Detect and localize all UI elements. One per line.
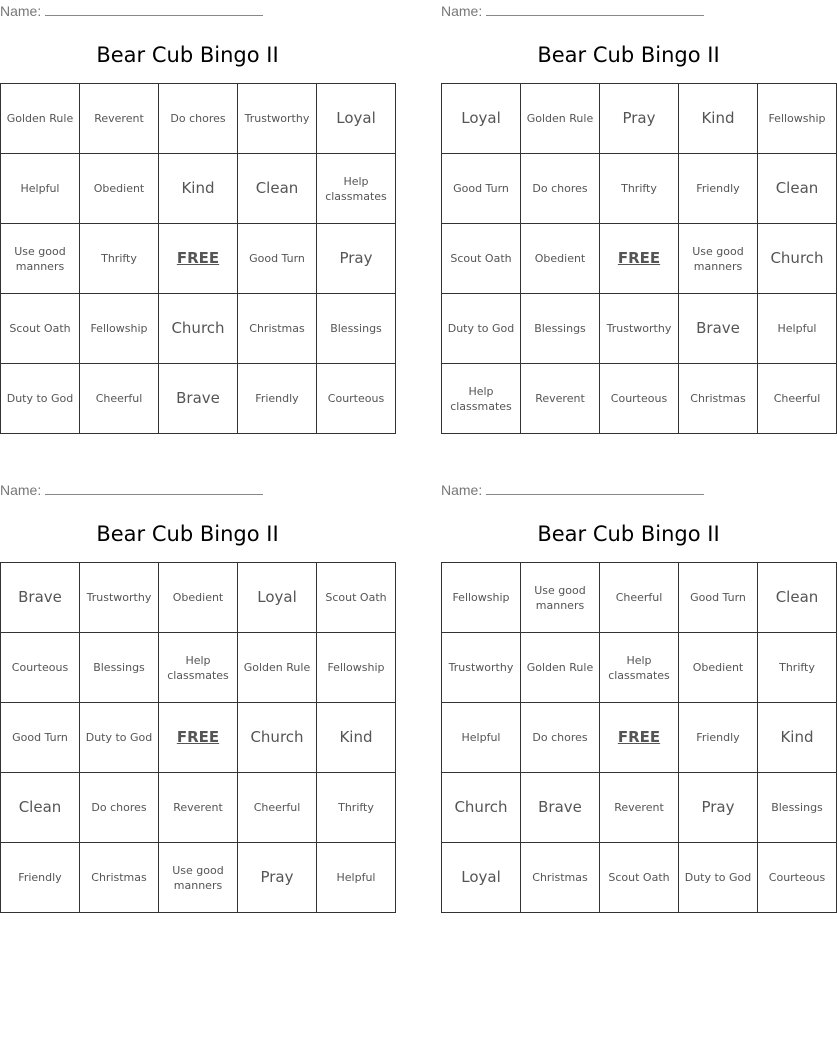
bingo-cell: Help classmates bbox=[600, 633, 679, 703]
bingo-cell: Blessings bbox=[80, 633, 159, 703]
bingo-cell: Use good manners bbox=[679, 224, 758, 294]
bingo-cell: Fellowship bbox=[442, 563, 521, 633]
bingo-row bbox=[442, 364, 837, 434]
bingo-cell: Golden Rule bbox=[521, 633, 600, 703]
bingo-cell: Clean bbox=[1, 773, 80, 843]
bingo-row bbox=[1, 84, 396, 154]
bingo-cell: Pray bbox=[600, 84, 679, 154]
bingo-cell: Christmas bbox=[679, 364, 758, 434]
bingo-cell: Obedient bbox=[679, 633, 758, 703]
bingo-cell: Good Turn bbox=[238, 224, 317, 294]
bingo-cell: Brave bbox=[1, 563, 80, 633]
card-title: Bear Cub Bingo II bbox=[96, 43, 279, 67]
bingo-cell: Help classmates bbox=[317, 154, 396, 224]
bingo-row bbox=[442, 563, 837, 633]
bingo-cell: Duty to God bbox=[80, 703, 159, 773]
bingo-cell: Golden Rule bbox=[1, 84, 80, 154]
bingo-cell: Scout Oath bbox=[442, 224, 521, 294]
bingo-cell: Reverent bbox=[521, 364, 600, 434]
bingo-row bbox=[442, 633, 837, 703]
bingo-cell: Trustworthy bbox=[238, 84, 317, 154]
bingo-cell: Obedient bbox=[159, 563, 238, 633]
bingo-cell: Thrifty bbox=[80, 224, 159, 294]
bingo-cell: Thrifty bbox=[317, 773, 396, 843]
bingo-cell: Golden Rule bbox=[521, 84, 600, 154]
bingo-cell: Obedient bbox=[80, 154, 159, 224]
bingo-cell: Help classmates bbox=[159, 633, 238, 703]
bingo-row bbox=[442, 703, 837, 773]
bingo-row bbox=[1, 633, 396, 703]
bingo-cell: Cheerful bbox=[600, 563, 679, 633]
bingo-cell: Thrifty bbox=[758, 633, 837, 703]
bingo-cell: Courteous bbox=[758, 843, 837, 913]
bingo-row bbox=[442, 84, 837, 154]
bingo-row bbox=[1, 773, 396, 843]
name-label: Name: bbox=[0, 3, 42, 19]
bingo-cell: Loyal bbox=[238, 563, 317, 633]
bingo-cell: Church bbox=[159, 294, 238, 364]
bingo-cell: Thrifty bbox=[600, 154, 679, 224]
bingo-cell: Trustworthy bbox=[600, 294, 679, 364]
bingo-cell: Do chores bbox=[521, 154, 600, 224]
bingo-cell: Courteous bbox=[600, 364, 679, 434]
bingo-cell: Blessings bbox=[758, 773, 837, 843]
name-line bbox=[486, 3, 704, 16]
bingo-cell: Cheerful bbox=[238, 773, 317, 843]
bingo-cell: Clean bbox=[238, 154, 317, 224]
bingo-row bbox=[1, 364, 396, 434]
bingo-cell: Church bbox=[442, 773, 521, 843]
bingo-cell: Clean bbox=[758, 563, 837, 633]
bingo-cell: Friendly bbox=[1, 843, 80, 913]
bingo-row bbox=[442, 843, 837, 913]
bingo-cell: Pray bbox=[238, 843, 317, 913]
card-title: Bear Cub Bingo II bbox=[537, 522, 720, 546]
bingo-row bbox=[1, 224, 396, 294]
bingo-cell: Kind bbox=[317, 703, 396, 773]
bingo-cell: Helpful bbox=[758, 294, 837, 364]
bingo-cell: Helpful bbox=[442, 703, 521, 773]
bingo-row bbox=[442, 154, 837, 224]
name-label: Name: bbox=[0, 482, 42, 498]
bingo-cell: Reverent bbox=[159, 773, 238, 843]
bingo-cell: Church bbox=[238, 703, 317, 773]
bingo-cell: Scout Oath bbox=[600, 843, 679, 913]
bingo-cell: Good Turn bbox=[679, 563, 758, 633]
bingo-cell: Pray bbox=[679, 773, 758, 843]
bingo-cell: Cheerful bbox=[758, 364, 837, 434]
free-space: FREE bbox=[159, 703, 238, 773]
bingo-cell: Golden Rule bbox=[238, 633, 317, 703]
bingo-row bbox=[1, 154, 396, 224]
bingo-cell: Scout Oath bbox=[317, 563, 396, 633]
bingo-cell: Do chores bbox=[159, 84, 238, 154]
name-field bbox=[441, 482, 704, 498]
bingo-cell: Fellowship bbox=[758, 84, 837, 154]
bingo-cell: Reverent bbox=[80, 84, 159, 154]
bingo-cell: Help classmates bbox=[442, 364, 521, 434]
bingo-cell: Kind bbox=[159, 154, 238, 224]
bingo-cell: Church bbox=[758, 224, 837, 294]
card-title: Bear Cub Bingo II bbox=[537, 43, 720, 67]
bingo-cell: Kind bbox=[679, 84, 758, 154]
bingo-cell: Kind bbox=[758, 703, 837, 773]
bingo-row bbox=[442, 294, 837, 364]
bingo-cell: Use good manners bbox=[159, 843, 238, 913]
bingo-cell: Clean bbox=[758, 154, 837, 224]
bingo-cell: Friendly bbox=[679, 154, 758, 224]
name-field bbox=[0, 482, 263, 498]
bingo-row bbox=[1, 563, 396, 633]
bingo-cell: Fellowship bbox=[317, 633, 396, 703]
name-label: Name: bbox=[441, 482, 483, 498]
bingo-grid bbox=[441, 562, 837, 913]
bingo-cell: Good Turn bbox=[1, 703, 80, 773]
bingo-cell: Duty to God bbox=[442, 294, 521, 364]
bingo-row bbox=[442, 773, 837, 843]
name-line bbox=[45, 482, 263, 495]
bingo-cell: Trustworthy bbox=[80, 563, 159, 633]
bingo-cell: Reverent bbox=[600, 773, 679, 843]
bingo-cell: Pray bbox=[317, 224, 396, 294]
bingo-cell: Fellowship bbox=[80, 294, 159, 364]
free-space: FREE bbox=[159, 224, 238, 294]
bingo-cell: Cheerful bbox=[80, 364, 159, 434]
bingo-cell: Christmas bbox=[521, 843, 600, 913]
bingo-cell: Christmas bbox=[80, 843, 159, 913]
bingo-row bbox=[1, 294, 396, 364]
bingo-cell: Helpful bbox=[1, 154, 80, 224]
bingo-row bbox=[1, 703, 396, 773]
bingo-cell: Friendly bbox=[679, 703, 758, 773]
bingo-cell: Loyal bbox=[442, 843, 521, 913]
bingo-grid bbox=[441, 83, 837, 434]
name-field bbox=[0, 3, 263, 19]
bingo-cell: Do chores bbox=[521, 703, 600, 773]
bingo-row bbox=[1, 843, 396, 913]
bingo-cell: Courteous bbox=[1, 633, 80, 703]
name-label: Name: bbox=[441, 3, 483, 19]
bingo-cell: Courteous bbox=[317, 364, 396, 434]
bingo-cell: Friendly bbox=[238, 364, 317, 434]
bingo-cell: Loyal bbox=[442, 84, 521, 154]
bingo-grid bbox=[0, 83, 396, 434]
bingo-row bbox=[442, 224, 837, 294]
bingo-cell: Scout Oath bbox=[1, 294, 80, 364]
name-line bbox=[45, 3, 263, 16]
bingo-cell: Brave bbox=[159, 364, 238, 434]
bingo-cell: Brave bbox=[521, 773, 600, 843]
bingo-cell: Duty to God bbox=[1, 364, 80, 434]
name-line bbox=[486, 482, 704, 495]
bingo-cell: Use good manners bbox=[521, 563, 600, 633]
bingo-cell: Duty to God bbox=[679, 843, 758, 913]
bingo-cell: Christmas bbox=[238, 294, 317, 364]
bingo-cell: Brave bbox=[679, 294, 758, 364]
bingo-cell: Obedient bbox=[521, 224, 600, 294]
bingo-cell: Do chores bbox=[80, 773, 159, 843]
bingo-cell: Helpful bbox=[317, 843, 396, 913]
bingo-cell: Loyal bbox=[317, 84, 396, 154]
bingo-grid bbox=[0, 562, 396, 913]
card-title: Bear Cub Bingo II bbox=[96, 522, 279, 546]
free-space: FREE bbox=[600, 224, 679, 294]
bingo-cell: Blessings bbox=[317, 294, 396, 364]
free-space: FREE bbox=[600, 703, 679, 773]
name-field bbox=[441, 3, 704, 19]
bingo-cell: Good Turn bbox=[442, 154, 521, 224]
bingo-cell: Use good manners bbox=[1, 224, 80, 294]
bingo-cell: Blessings bbox=[521, 294, 600, 364]
bingo-cell: Trustworthy bbox=[442, 633, 521, 703]
